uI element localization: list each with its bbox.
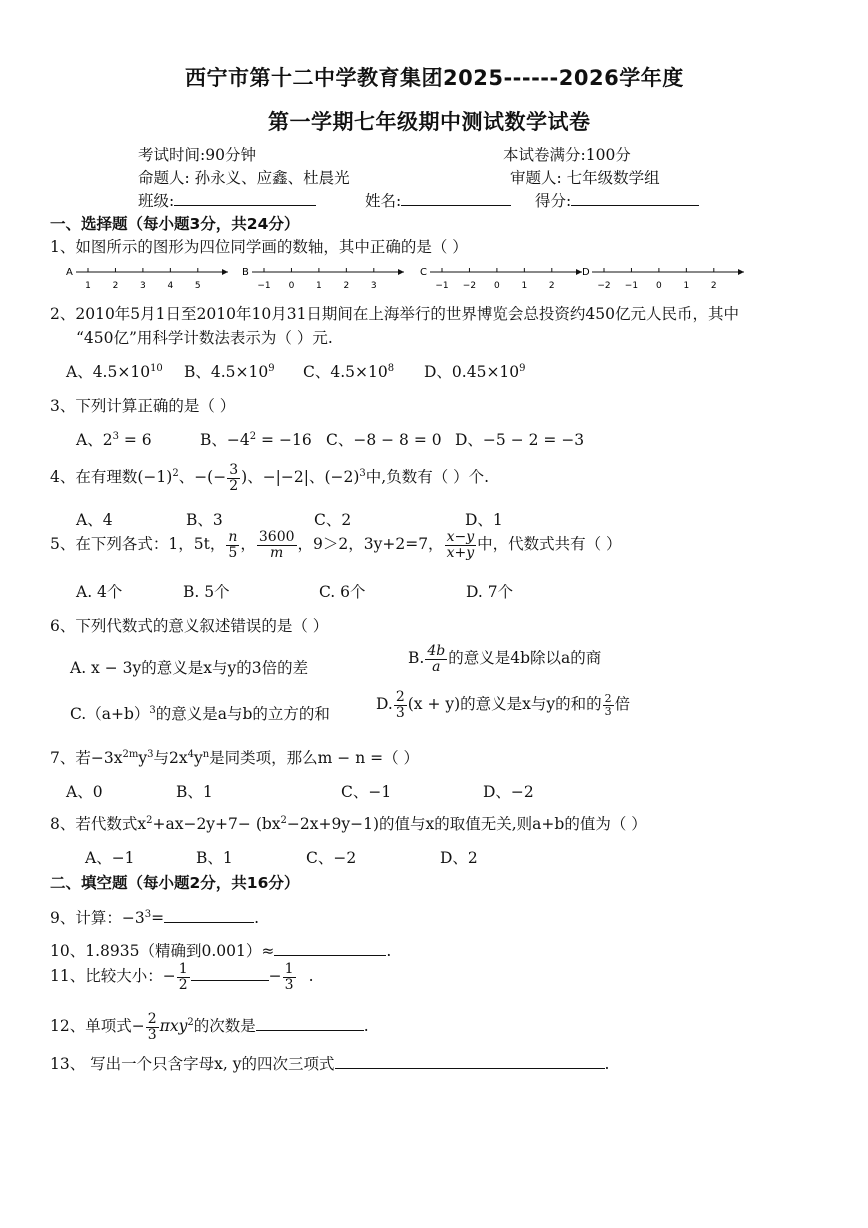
q6-d-den: 3 xyxy=(395,704,405,721)
q1-number-lines xyxy=(66,262,766,294)
number-line-tick-label: 5 xyxy=(194,281,201,291)
q4-frac-den: 2 xyxy=(229,477,239,494)
q11-answer-blank[interactable] xyxy=(191,966,269,981)
title-line-1: 西宁市第十二中学教育集团2025------2026学年度 xyxy=(185,66,684,90)
q3-option-d[interactable]: D、−5 − 2 = −3 xyxy=(455,431,585,449)
q10-text: 10、1.8935（精确到0.001）≈ xyxy=(50,942,275,960)
q5-f1-num: n xyxy=(228,529,238,545)
q6-b-pre: B. xyxy=(408,649,425,668)
q4-option-b[interactable]: B、3 xyxy=(186,511,223,529)
q8-option-b[interactable]: B、1 xyxy=(196,849,233,867)
q1-stem: 1、如图所示的图形为四位同学画的数轴，其中正确的是（ ） xyxy=(50,238,468,256)
q3-a-exp: 3 xyxy=(112,430,119,442)
q10-end: . xyxy=(386,942,392,960)
number-line-tick-label: 1 xyxy=(85,281,91,291)
q12-post: 的次数是 xyxy=(193,1017,256,1036)
number-line-tick-label: 1 xyxy=(683,281,690,291)
q5-f3-num: x−y xyxy=(446,529,475,545)
number-line-tick-label: −1 xyxy=(435,281,449,291)
q10 xyxy=(50,939,391,961)
q12-num: 2 xyxy=(147,1011,157,1027)
q10-answer-blank[interactable] xyxy=(274,941,386,956)
number-line-tick-label: 2 xyxy=(112,281,119,291)
q9-exp: 3 xyxy=(144,908,152,920)
q5-option-b[interactable]: B. 5个 xyxy=(183,583,230,601)
q3-option-a[interactable] xyxy=(76,428,152,450)
q4-fraction xyxy=(227,463,240,493)
q11-den1: 2 xyxy=(178,976,188,993)
number-line-b xyxy=(242,267,404,291)
class-label: 班级: xyxy=(138,192,175,210)
q5-f2-num: 3600 xyxy=(258,529,295,545)
q6-c-post: 的意义是a与b的立方的和 xyxy=(155,705,330,723)
number-line-tick-label: 2 xyxy=(343,281,350,291)
number-line-tick-label: 4 xyxy=(167,281,174,291)
q8-pre: 8、若代数式x xyxy=(50,815,147,833)
score-label: 得分: xyxy=(535,192,572,210)
q2-c-text: C、4.5×10 xyxy=(303,363,388,381)
number-line-arrow xyxy=(738,269,744,275)
q6-d-num: 2 xyxy=(395,689,405,705)
q2-b-text: B、4.5×10 xyxy=(184,363,269,381)
q6-d-num2: 2 xyxy=(604,692,612,706)
q9 xyxy=(50,906,259,928)
q4-option-c[interactable]: C、2 xyxy=(314,511,352,529)
q9-answer-blank[interactable] xyxy=(164,908,254,923)
number-line-tick-label: −2 xyxy=(597,281,611,291)
number-line-arrow xyxy=(398,269,404,275)
number-line-tick-label: 1 xyxy=(316,281,322,291)
number-line-label: B xyxy=(242,267,249,278)
q8-stem xyxy=(50,812,647,834)
q2-d-text: D、0.45×10 xyxy=(424,363,520,381)
q8-exp2: 2 xyxy=(280,814,287,826)
q11 xyxy=(50,962,314,992)
q3-b-post: = −16 xyxy=(256,431,312,449)
q12 xyxy=(50,1012,369,1042)
q5-frac3 xyxy=(445,530,477,560)
q13-text: 13、 写出一个只含字母x, y的四次三项式 xyxy=(50,1055,335,1073)
q7-option-a[interactable]: A、0 xyxy=(66,783,103,801)
q6-b-den: a xyxy=(432,658,441,675)
q11-end: . xyxy=(308,967,314,986)
q6-option-c[interactable] xyxy=(70,702,330,724)
full-score: 本试卷满分:100分 xyxy=(503,146,631,164)
q6-d-frac2 xyxy=(603,693,614,717)
q8-exp1: 2 xyxy=(146,814,153,826)
q5-option-a[interactable]: A. 4个 xyxy=(76,583,123,601)
q11-frac1 xyxy=(177,962,190,992)
q6-d-frac xyxy=(394,690,407,720)
number-line-label: A xyxy=(66,267,73,278)
reviewer: 审题人: 七年级数学组 xyxy=(510,169,660,187)
q2-c-exp: 8 xyxy=(387,362,395,374)
q12-answer-blank[interactable] xyxy=(256,1016,364,1031)
q12-den: 3 xyxy=(147,1026,157,1043)
q3-option-b[interactable] xyxy=(200,428,312,450)
q6-d-den2: 3 xyxy=(604,704,612,718)
section2-heading: 二、填空题（每小题2分，共16分） xyxy=(50,874,300,892)
q5-f2-den: m xyxy=(270,544,284,561)
q7-option-c[interactable]: C、−1 xyxy=(341,783,392,801)
q5-option-d[interactable]: D. 7个 xyxy=(466,583,514,601)
q7-exp2: 3 xyxy=(147,748,154,760)
q6-option-a[interactable]: A. x − 3y的意义是x与y的3倍的差 xyxy=(70,659,309,677)
q8-mid1: +ax−2y+7− (bx xyxy=(152,815,281,833)
q6-b-frac xyxy=(425,644,447,674)
q6-d-pre: D. xyxy=(376,695,393,714)
number-line-tick-label: 3 xyxy=(140,281,146,291)
q11-num1: 1 xyxy=(178,961,188,977)
number-line-label: D xyxy=(582,267,590,278)
q6-option-d[interactable] xyxy=(376,690,630,720)
q2-b-exp: 9 xyxy=(268,362,275,374)
q5-mid: ，9＞2，3y+2=7， xyxy=(297,535,444,554)
q7-pre: 7、若−3x xyxy=(50,749,123,767)
q6-b-num: 4b xyxy=(427,643,446,659)
q4-frac-num: 3 xyxy=(229,462,239,478)
q2-a-text: A、4.5×10 xyxy=(66,363,151,381)
q7-mid3: y xyxy=(193,749,203,767)
q5-suffix: 中，代数式共有（ ） xyxy=(477,535,622,554)
class-blank[interactable] xyxy=(174,191,316,206)
q5-f3-den: x+y xyxy=(446,544,475,561)
number-line-tick-label: 0 xyxy=(288,281,295,291)
q3-b-exp: 2 xyxy=(249,430,257,442)
q8-option-c[interactable]: C、−2 xyxy=(306,849,357,867)
q7-stem xyxy=(50,746,419,768)
q8-option-a[interactable]: A、−1 xyxy=(85,849,135,867)
q12-pre: 12、单项式− xyxy=(50,1017,145,1036)
q4-mid1: 、−(− xyxy=(178,468,227,487)
q13 xyxy=(50,1052,609,1074)
q2-option-c[interactable] xyxy=(303,360,394,382)
q11-den2: 3 xyxy=(284,976,294,993)
q6-stem: 6、下列代数式的意义叙述错误的是（ ） xyxy=(50,617,329,635)
q2-option-a[interactable] xyxy=(66,360,163,382)
q4-suffix: 中,负数有（ ）个. xyxy=(365,468,490,487)
q7-post: 是同类项，那么m − n =（ ） xyxy=(209,749,420,767)
number-line-tick-label: 2 xyxy=(710,281,717,291)
q13-end: . xyxy=(604,1055,610,1073)
q7-exp4: n xyxy=(202,748,210,760)
number-line-d xyxy=(582,267,744,291)
q2-a-exp: 10 xyxy=(150,362,163,374)
q3-a-post: = 6 xyxy=(118,431,152,449)
number-line-tick-label: 0 xyxy=(656,281,662,291)
number-line-label: C xyxy=(420,267,427,278)
q3-b-pre: B、−4 xyxy=(200,431,250,449)
score-field[interactable] xyxy=(535,189,699,211)
number-line-tick-label: −2 xyxy=(462,281,477,291)
q9-pre: 9、计算：−3 xyxy=(50,909,145,927)
q2-option-b[interactable] xyxy=(184,360,275,382)
q11-num2: 1 xyxy=(284,961,294,977)
section1-heading: 一、选择题（每小题3分，共24分） xyxy=(50,215,300,233)
q12-frac xyxy=(146,1012,159,1042)
q7-option-d[interactable]: D、−2 xyxy=(483,783,534,801)
q4-exp1: 2 xyxy=(172,468,179,480)
q6-option-b[interactable] xyxy=(408,644,601,674)
number-line-tick-label: 2 xyxy=(548,281,555,291)
q7-exp3: 4 xyxy=(187,748,194,760)
q6-b-post: 的意义是4b除以a的商 xyxy=(448,649,602,668)
class-field[interactable] xyxy=(138,189,316,211)
q3-a-pre: A、2 xyxy=(76,431,113,449)
name-blank[interactable] xyxy=(401,191,511,206)
q2-stem-line2: “450亿”用科学计数法表示为（ ）元. xyxy=(76,329,333,347)
q4-stem xyxy=(50,463,489,493)
q3-stem: 3、下列计算正确的是（ ） xyxy=(50,397,236,415)
q7-mid1: y xyxy=(138,749,148,767)
q4-prefix: 4、在有理数(−1) xyxy=(50,468,173,487)
title-line-2: 第一学期七年级期中测试数学试卷 xyxy=(268,110,591,134)
name-label: 姓名: xyxy=(365,192,402,210)
q6-c-exp: 3 xyxy=(149,704,156,716)
number-line-a xyxy=(66,267,228,291)
q5-sep1: ， xyxy=(240,535,256,554)
q4-exp2: 3 xyxy=(359,468,366,480)
q9-end: . xyxy=(254,909,260,927)
q6-d-mid: (x + y)的意义是x与y的和的 xyxy=(407,695,602,714)
q4-mid2: )、−|−2|、(−2) xyxy=(241,468,360,487)
q5-option-c[interactable]: C. 6个 xyxy=(319,583,366,601)
name-field[interactable] xyxy=(365,189,511,211)
q11-pre: 11、比较大小：− xyxy=(50,967,176,986)
q5-frac1 xyxy=(226,530,239,560)
q11-mid: − xyxy=(268,967,282,986)
q12-end: . xyxy=(363,1017,369,1036)
q8-post: −2x+9y−1)的值与x的取值无关,则a+b的值为（ ） xyxy=(286,815,647,833)
q7-option-b[interactable]: B、1 xyxy=(176,783,213,801)
q5-f1-den: 5 xyxy=(228,544,238,561)
q4-option-d[interactable]: D、1 xyxy=(465,511,503,529)
q3-option-c[interactable]: C、−8 − 8 = 0 xyxy=(326,431,442,449)
number-line-arrow xyxy=(222,269,228,275)
q12-exp: 2 xyxy=(187,1017,194,1029)
q2-option-d[interactable] xyxy=(424,360,526,382)
q2-d-exp: 9 xyxy=(519,362,526,374)
exam-time: 考试时间:90分钟 xyxy=(138,146,256,164)
q5-stem xyxy=(50,530,622,560)
author: 命题人: 孙永义、应鑫、杜晨光 xyxy=(138,169,350,187)
number-line-tick-label: 3 xyxy=(370,281,377,291)
number-line-tick-label: 0 xyxy=(494,281,500,291)
number-line-tick-label: −1 xyxy=(624,281,639,291)
number-line-tick-label: −1 xyxy=(257,281,271,291)
q7-exp1: 2m xyxy=(122,748,139,760)
q4-option-a[interactable]: A、4 xyxy=(76,511,113,529)
number-line-tick-label: 1 xyxy=(521,281,528,291)
q5-frac2 xyxy=(257,530,297,560)
number-line-c xyxy=(420,267,582,291)
q11-frac2 xyxy=(283,962,296,992)
q12-mid: πxy xyxy=(159,1017,188,1036)
q6-c-pre: C.（a+b） xyxy=(70,705,150,723)
q7-mid2: 与2x xyxy=(153,749,188,767)
q8-option-d[interactable]: D、2 xyxy=(440,849,478,867)
q13-answer-blank[interactable] xyxy=(335,1054,605,1069)
q9-post: = xyxy=(151,909,165,927)
q6-d-post: 倍 xyxy=(614,695,631,714)
q5-prefix: 5、在下列各式：1，5t， xyxy=(50,535,226,554)
score-blank[interactable] xyxy=(571,191,699,206)
q2-stem-line1: 2、2010年5月1日至2010年10月31日期间在上海举行的世界博览会总投资约450亿元人民币，其中 xyxy=(50,305,740,323)
